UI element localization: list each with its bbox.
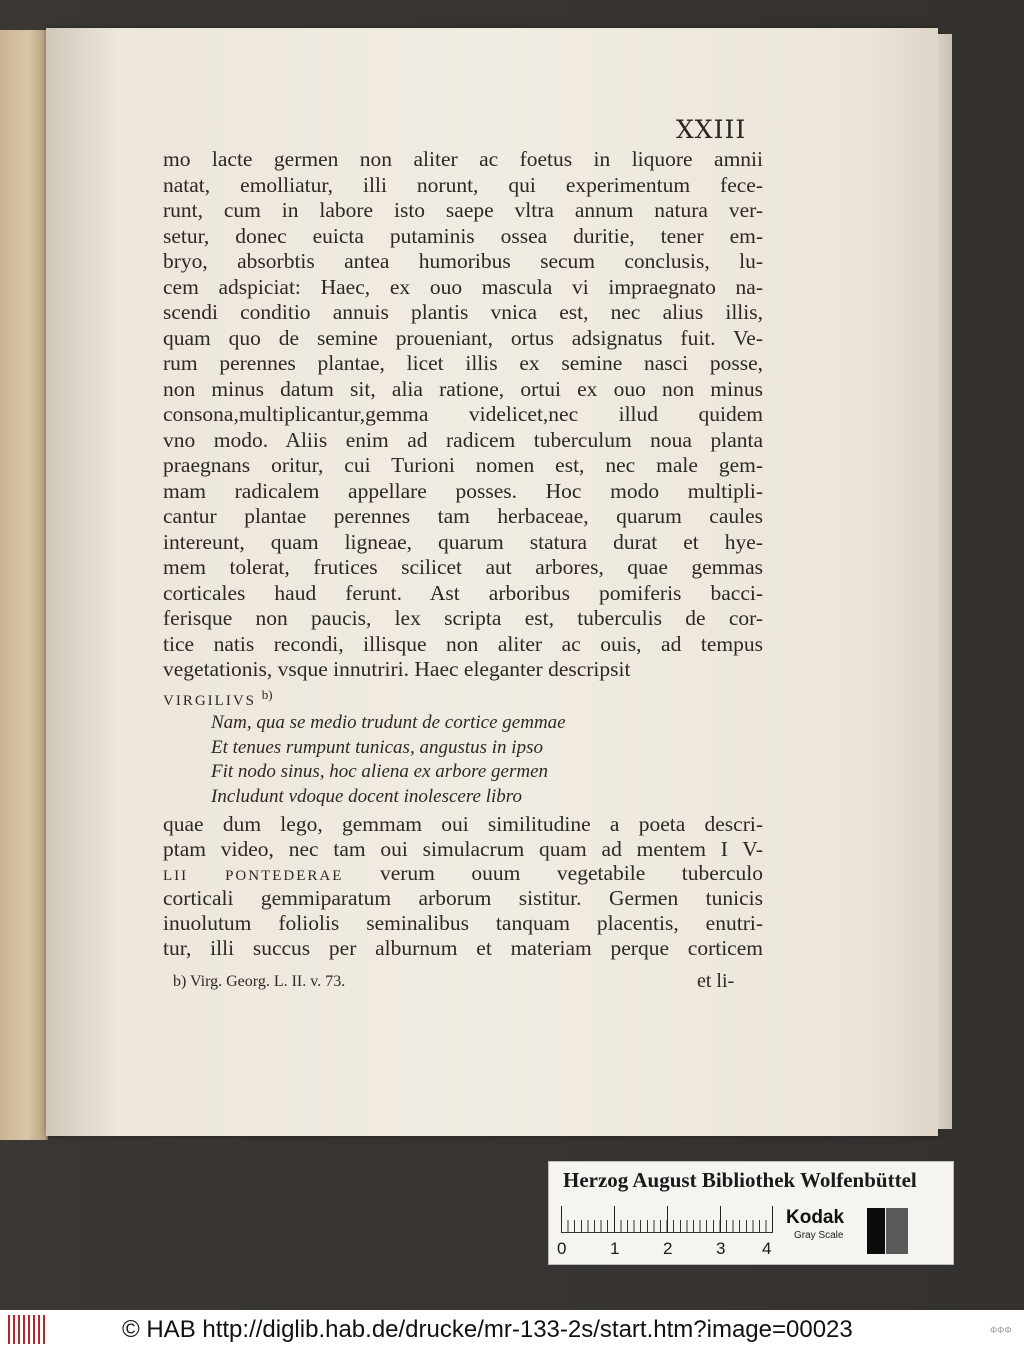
text-line: mam radicalem appellare posses. Hoc modo multipli- <box>163 478 763 503</box>
ruler-number: 4 <box>762 1239 772 1258</box>
text-line: rum perennes plantae, licet illis ex semine nasci posse, <box>163 351 763 375</box>
footer-url[interactable]: © HAB http://diglib.hab.de/drucke/mr-133-2s/start.htm?image=00023 <box>122 1316 853 1343</box>
ruler-tick <box>561 1206 562 1232</box>
left-page-edge <box>0 30 48 1140</box>
verse-line: Includunt vdoque docent inolescere libro <box>211 785 522 807</box>
text-line: bryo, absorbtis antea humoribus secum conclusis, lu- <box>163 249 763 273</box>
text-line: intereunt, quam ligneae, quarum statura durat et hye- <box>163 529 763 554</box>
page-number-header: XXIII <box>676 115 747 144</box>
text-line: tice natis recondi, illisque non aliter ac ouis, ad tempus <box>163 631 763 656</box>
text-line: tur, illi succus per alburnum et materiam perque corticem <box>163 936 763 960</box>
author-name: VIRGILIVS <box>163 693 256 709</box>
text-line: ptam video, nec tam oui simulacrum quam ad mentem I V- <box>163 837 763 861</box>
ruler-tick <box>772 1206 773 1232</box>
ruler-tick <box>720 1206 721 1232</box>
footnote: b) Virg. Georg. L. II. v. 73. <box>173 973 346 990</box>
text-line: setur, donec euicta putaminis ossea duritie, tener em- <box>163 223 763 248</box>
footnote-marker: b) <box>261 687 273 702</box>
text-line: mem tolerat, frutices scilicet aut arbores, quae gemmas <box>163 555 763 579</box>
gray-patch-black <box>867 1208 885 1254</box>
ruler-number: 0 <box>557 1239 567 1258</box>
text-line: corticales haud ferunt. Ast arboribus pomiferis bacci- <box>163 580 763 605</box>
page-right-edge <box>938 34 952 1129</box>
pontedera-line <box>163 861 763 886</box>
gray-patch-dark <box>886 1208 908 1254</box>
text-line: scendi conditio annuis plantis vnica est, nec alius illis, <box>163 300 763 324</box>
ruler-number: 3 <box>716 1239 726 1258</box>
pontedera-name: LII PONTEDERAE <box>163 868 344 884</box>
kodak-logo: Kodak <box>786 1207 845 1228</box>
text-line: mo lacte germen non aliter ac foetus in liquore amnii <box>163 147 763 171</box>
hab-logo-icon <box>8 1315 48 1344</box>
ruler-number: 2 <box>663 1239 673 1258</box>
text-line: cantur plantae perennes tam herbaceae, quarum caules <box>163 504 763 528</box>
pontedera-rest: verum ouum vegetabile tuberculo <box>343 861 764 885</box>
library-name: Herzog August Bibliothek Wolfenbüttel <box>563 1168 917 1192</box>
text-line: praegnans oritur, cui Turioni nomen est, nec male gem- <box>163 453 763 477</box>
text-line: corticali gemmiparatum arborum sistitur. Germen tunicis <box>163 886 763 910</box>
ruler-tick <box>614 1206 615 1232</box>
text-line: natat, emolliatur, illi norunt, qui experimentum fece- <box>163 172 763 197</box>
footer-bar <box>0 1310 1024 1349</box>
text-line: vegetationis, vsque innutriri. Haec eleganter descripsit <box>163 657 631 681</box>
text-line: ferisque non paucis, lex scripta est, tuberculis de cor- <box>163 606 763 630</box>
text-line: inuolutum foliolis seminalibus tanquam placentis, enutri- <box>163 911 763 935</box>
color-calibration-bar <box>548 1161 954 1265</box>
footer-mark: ΦΦΦ <box>990 1325 1012 1335</box>
text-line: runt, cum in labore isto saepe vltra annum natura ver- <box>163 198 763 222</box>
verse-line: Fit nodo sinus, hoc aliena ex arbore germen <box>211 761 549 782</box>
verse-line: Et tenues rumpunt tunicas, angustus in ipso <box>211 736 543 758</box>
scale-ruler <box>561 1206 773 1233</box>
text-line: quae dum lego, gemmam oui similitudine a poeta descri- <box>163 812 763 836</box>
text-line: non minus datum sit, alia ratione, ortui ex ouo non minus <box>163 376 763 401</box>
text-line: cem adspiciat: Haec, ex ouo mascula vi impraegnato na- <box>163 274 763 299</box>
catchword: et li- <box>697 970 735 992</box>
ruler-number: 1 <box>610 1239 620 1258</box>
text-line: vno modo. Aliis enim ad radicem tuberculum noua planta <box>163 427 763 452</box>
text-line: quam quo de semine proueniant, ortus adsignatus fuit. Ve- <box>163 325 763 350</box>
verse-line: Nam, qua se medio trudunt de cortice gemmae <box>211 712 566 733</box>
text-line: consona,multiplicantur,gemma videlicet,nec illud quidem <box>163 402 763 426</box>
gray-scale-label: Gray Scale <box>794 1230 844 1241</box>
ruler-tick <box>667 1206 668 1232</box>
author-reference <box>163 687 273 710</box>
